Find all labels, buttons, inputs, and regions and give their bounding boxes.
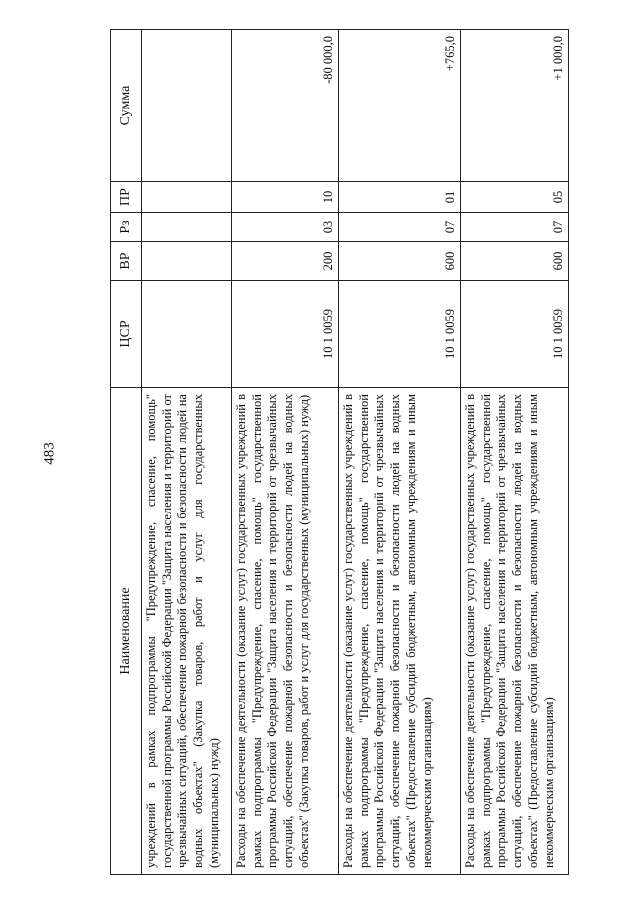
row-sum: +765,0 [339,30,461,182]
row-pr: 01 [339,182,461,213]
row-name: Расходы на обеспечение деятельности (оказание услуг) государственных учреждений в рамках подпрограммы "Предупреждение, спасение, помощь" государственной программы Российской Федерации "Защита населения и территорий от чрезвычайных ситуаций, обеспечение пожарной безопасности и безопасности людей на водных объектах" (Закупка товаров, работ и услуг для государственных (муниципальных) нужд) [232,388,339,875]
row-pr [142,182,232,213]
header-csr: ЦСР [111,281,142,388]
header-sum: Сумма [111,30,142,182]
row-name: Расходы на обеспечение деятельности (оказание услуг) государственных учреждений в рамках подпрограммы "Предупреждение, спасение, помощь" государственной программы Российской Федерации "Защита населения и территорий от чрезвычайных ситуаций, обеспечение пожарной безопасности и безопасности людей на водных объектах" (Предоставление субсидий бюджетным, автономным учреждениям и иным некоммерческим организациям) [461,388,569,875]
row-sum: +1 000,0 [461,30,569,182]
row-csr: 10 1 0059 [232,281,339,388]
row-sum [142,30,232,182]
row-rz: 07 [461,213,569,242]
row-rz: 03 [232,213,339,242]
page-number: 483 [41,442,58,465]
row-vr: 200 [232,242,339,281]
budget-table [110,29,569,875]
row-pr: 05 [461,182,569,213]
row-rz [142,213,232,242]
row-vr [142,242,232,281]
table-header-row [111,30,142,875]
budget-table-rotated-wrapper [110,30,567,875]
row-pr: 10 [232,182,339,213]
table-row [461,30,569,875]
row-vr: 600 [461,242,569,281]
header-vr: ВР [111,242,142,281]
table-row [232,30,339,875]
table-row [142,30,232,875]
row-name: учреждений в рамках подпрограммы "Предупреждение, спасение, помощь" государственной программы Российской Федерации "Защита населения и территорий от чрезвычайных ситуаций, обеспечение пожарной безопасности и безопасности людей на водных объектах" (Закупка товаров, работ и услуг для государственных (муниципальных) нужд) [142,388,232,875]
row-name: Расходы на обеспечение деятельности (оказание услуг) государственных учреждений в рамках подпрограммы "Предупреждение, спасение, помощь" государственной программы Российской Федерации "Защита населения и территорий от чрезвычайных ситуаций, обеспечение пожарной безопасности и безопасности людей на водных объектах" (Предоставление субсидий бюджетным, автономным учреждениям и иным некоммерческим организациям) [339,388,461,875]
table-row [339,30,461,875]
row-rz: 07 [339,213,461,242]
header-pr: ПР [111,182,142,213]
row-csr [142,281,232,388]
header-name: Наименование [111,388,142,875]
row-csr: 10 1 0059 [339,281,461,388]
row-sum: -80 000,0 [232,30,339,182]
header-rz: Рз [111,213,142,242]
row-vr: 600 [339,242,461,281]
row-csr: 10 1 0059 [461,281,569,388]
